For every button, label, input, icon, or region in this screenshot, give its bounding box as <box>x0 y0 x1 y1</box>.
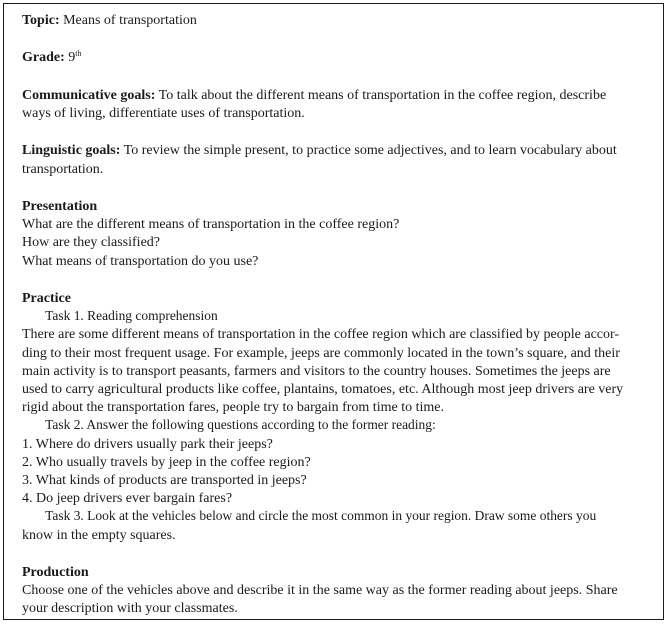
communicative-goals-label: Communicative goals: <box>22 87 156 103</box>
task2-question: 2. Who usually travels by jeep in the coffee region? <box>22 454 311 470</box>
grade-suffix: th <box>75 49 82 59</box>
lesson-plan-box <box>3 3 664 620</box>
presentation-heading-text: Presentation <box>22 198 98 214</box>
topic-line <box>22 12 649 30</box>
topic-value: Means of transportation <box>63 13 197 28</box>
linguistic-goals-line1 <box>22 142 649 160</box>
task1-reading-line: There are some different means of transportation in the coffee region which are classified by people accor- <box>22 327 620 343</box>
practice-heading <box>22 290 649 308</box>
task3-line1: Task 3. Look at the vehicles below and circle the most common in your region. Draw some others you <box>45 509 597 525</box>
linguistic-goals-line2: transportation. <box>22 161 104 177</box>
task1-reading-line: main activity is to transport peasants, farmers and visitors to the country houses. Sometimes the jeeps are <box>22 363 611 379</box>
production-line1: Choose one of the vehicles above and describe it in the same way as the former reading about jeeps. Share <box>22 583 618 599</box>
communicative-goals-text1: To talk about the different means of transportation in the coffee region, describe <box>158 87 607 103</box>
production-heading <box>22 564 649 582</box>
presentation-heading <box>22 198 649 216</box>
production-heading-text: Production <box>22 565 89 580</box>
presentation-question: How are they classified? <box>22 235 160 251</box>
task2-question: 3. What kinds of products are transported in jeeps? <box>22 473 307 488</box>
task1-reading-line: used to carry agricultural products like coffee, plantains, tomatoes, etc. Although most jeep drivers are very <box>22 381 624 397</box>
topic-label: Topic: <box>22 13 60 28</box>
grade-line <box>22 49 649 67</box>
task3-line2: know in the empty squares. <box>22 527 176 543</box>
grade-value: 9 <box>68 50 76 66</box>
grade-label: Grade: <box>22 50 65 66</box>
linguistic-goals-label: Linguistic goals: <box>22 143 121 159</box>
task1-reading-line: rigid about the transportation fares, people try to bargain from time to time. <box>22 400 444 416</box>
task2-title: Task 2. Answer the following questions according to the former reading: <box>45 418 436 434</box>
practice-heading-text: Practice <box>22 290 71 306</box>
task1-title: Task 1. Reading comprehension <box>45 309 218 325</box>
production-line2: your description with your classmates. <box>22 601 238 617</box>
presentation-question: What are the different means of transportation in the coffee region? <box>22 217 400 233</box>
communicative-goals-line2: ways of living, differentiate uses of transportation. <box>22 105 305 121</box>
presentation-question: What means of transportation do you use? <box>22 253 259 269</box>
task1-reading-line: ding to their most frequent usage. For example, jeeps are commonly located in the town’s square, and their <box>22 345 620 361</box>
communicative-goals-line1 <box>22 87 649 105</box>
task2-question: 4. Do jeep drivers ever bargain fares? <box>22 491 233 507</box>
linguistic-goals-text1: To review the simple present, to practice some adjectives, and to learn vocabulary about <box>123 143 617 159</box>
task2-question: 1. Where do drivers usually park their jeeps? <box>22 436 273 452</box>
